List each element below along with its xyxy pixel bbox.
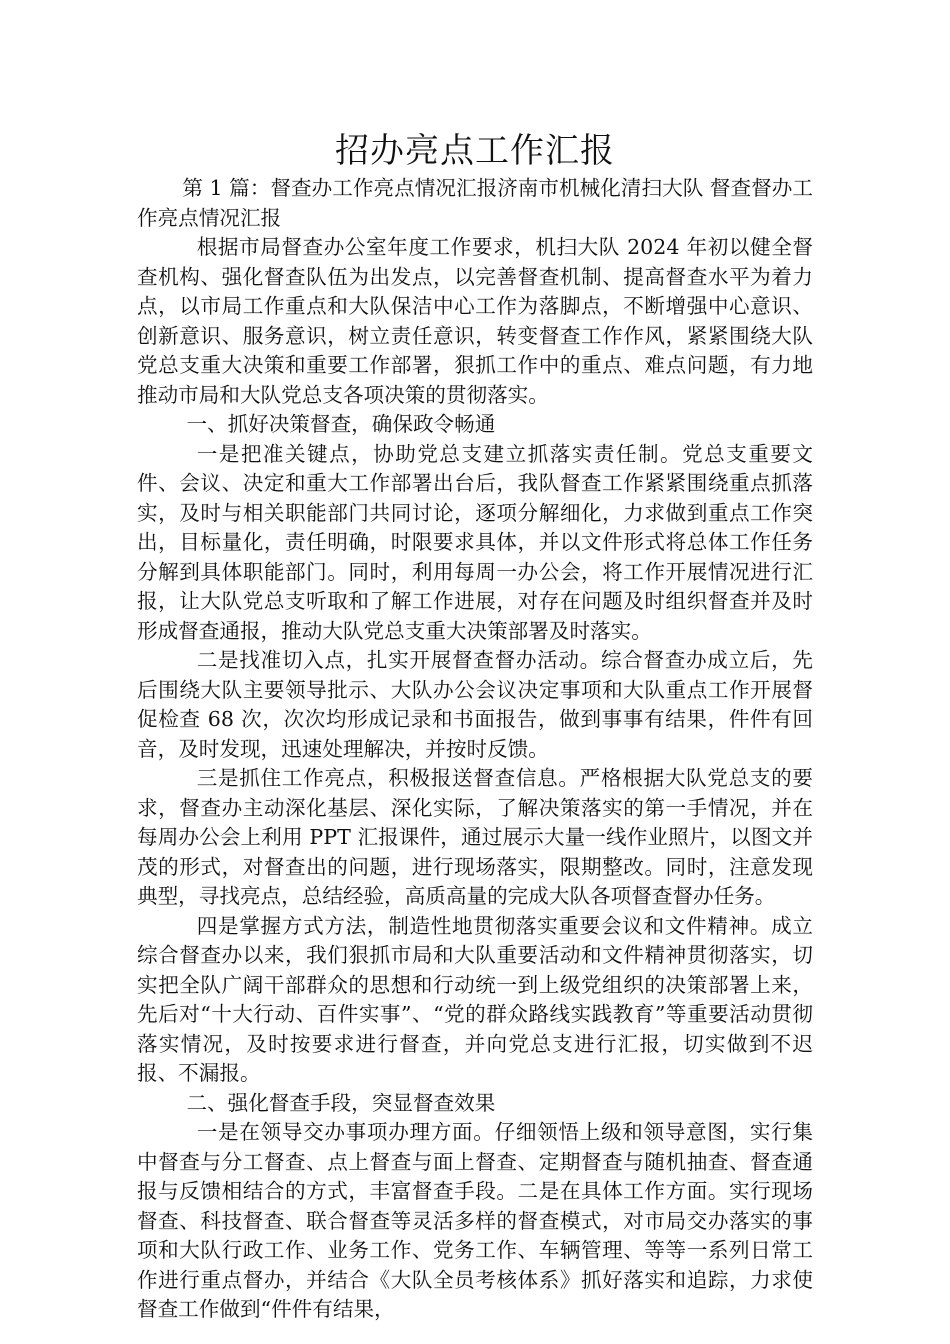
paragraph-section-2: 一是在领导交办事项办理方面。仔细领悟上级和领导意图，实行集中督查与分工督查、点上督查与面上督查、定期督查与随机抽查、督查通报与反馈相结合的方式，丰富督查手段。二是在具体工作方面。实行现场督查、科技督查、联合督查等灵活多样的督查模式，对市局交办落实的事项和大队行政工作、业务工作、党务工作、车辆管理、等等一系列日常工作进行重点督办，并结合《大队全员考核体系》抓好落实和追踪，力求使督查工作做到“件件有结果，: [137, 1120, 813, 1321]
document-title: 招办亮点工作汇报: [335, 131, 615, 171]
section-heading-1: 一、抓好决策督查，确保政令畅通: [186, 412, 496, 436]
paragraph-point-3: 三是抓住工作亮点，积极报送督查信息。严格根据大队党总支的要求，督查办主动深化基层、深化实际，了解决策落实的第一手情况，并在每周办公会上利用 PPT 汇报课件，通过展示大量一线作业照片，以图文并茂的形式，对督查出的问题，进行现场落实，限期整改。同时，注意发现典型，寻找亮点，总结经验，高质高量的完成大队各项督查督办任务。: [137, 766, 813, 908]
paragraph-intro: 根据市局督查办公室年度工作要求，机扫大队 2024 年初以健全督查机构、强化督查队伍为出发点，以完善督查机制、提高督查水平为着力点，以市局工作重点和大队保洁中心工作为落脚点，不断增强中心意识、创新意识、服务意识，树立责任意识，转变督查工作作风，紧紧围绕大队党总支重大决策和重要工作部署，狠抓工作中的重点、难点问题，有力地推动市局和大队党总支各项决策的贯彻落实。: [137, 235, 813, 407]
paragraph-point-4: 四是掌握方式方法，制造性地贯彻落实重要会议和文件精神。成立综合督查办以来，我们狠抓市局和大队重要活动和文件精神贯彻落实，切实把全队广阔干部群众的思想和行动统一到上级党组织的决策部署上来，先后对“十大行动、百件实事”、“党的群众路线实践教育”等重要活动贯彻落实情况，及时按要求进行督查，并向党总支进行汇报，切实做到不迟报、不漏报。: [137, 913, 813, 1085]
paragraph-point-2: 二是找准切入点，扎实开展督查督办活动。综合督查办成立后，先后围绕大队主要领导批示、大队办公会议决定事项和大队重点工作开展督促检查 68 次，次次均形成记录和书面报告，做到事事有结果，件件有回音，及时发现，迅速处理解决，并按时反馈。: [137, 648, 813, 761]
section-heading-2: 二、强化督查手段，突显督查效果: [186, 1090, 496, 1115]
document-page: [137, 128, 813, 1325]
document-subtitle: 第 1 篇：督查办工作亮点情况汇报济南市机械化清扫大队 督查督办工作亮点情况汇报: [137, 176, 813, 230]
paragraph-point-1: 一是把准关键点，协助党总支建立抓落实责任制。党总支重要文件、会议、决定和重大工作部署出台后，我队督查工作紧紧围绕重点抓落实，及时与相关职能部门共同讨论，逐项分解细化，力求做到重点工作突出，目标量化，责任明确，时限要求具体，并以文件形式将总体工作任务分解到具体职能部门。同时，利用每周一办公会，将工作开展情况进行汇报，让大队党总支听取和了解工作进展，对存在问题及时组织督查并及时形成督查通报，推动大队党总支重大决策部署及时落实。: [137, 441, 813, 643]
